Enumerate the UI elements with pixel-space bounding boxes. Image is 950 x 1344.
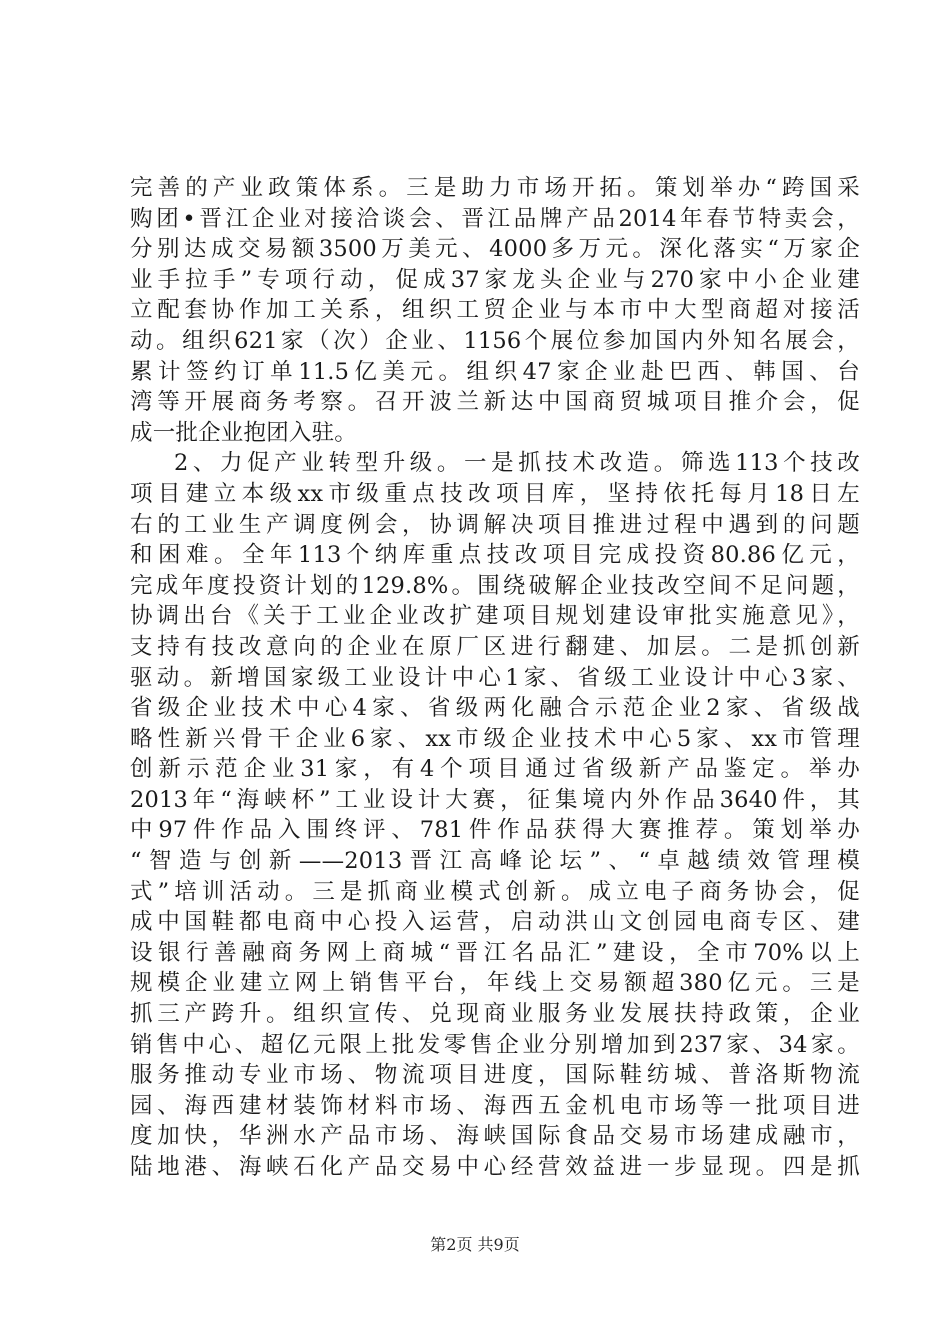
text-line: 右的工业生产调度例会，协调解决项目推进过程中遇到的问题 [130, 511, 860, 538]
text-line: 陆地港、海峡石化产品交易中心经营效益进一步显现。四是抓 [130, 1154, 860, 1180]
body-text [130, 173, 860, 1183]
text-line: 分别达成交易额3500万美元、4000多万元。深化落实“万家企 [130, 236, 860, 263]
text-line: 规模企业建立网上销售平台，年线上交易额超380亿元。三是 [130, 970, 860, 997]
paragraph-end-line: 成一批企业抱团入驻。 [130, 419, 358, 446]
text-line: 略性新兴骨干企业6家、xx市级企业技术中心5家、xx市管理 [130, 725, 860, 752]
text-line: 省级企业技术中心4家、省级两化融合示范企业2家、省级战 [130, 695, 860, 722]
text-line: 立配套协作加工关系，组织工贸企业与本市中大型商超对接活 [130, 297, 860, 324]
text-line: 协调出台《关于工业企业改扩建项目规划建设审批实施意见》， [130, 603, 860, 630]
text-line: 抓三产跨升。组织宣传、兑现商业服务业发展扶持政策，企业 [130, 1001, 860, 1028]
text-line: 累计签约订单11.5亿美元。组织47家企业赴巴西、韩国、台 [130, 358, 860, 385]
text-line: 创新示范企业31家，有4个项目通过省级新产品鉴定。举办 [130, 756, 860, 783]
text-line: 动。组织621家（次）企业、1156个展位参加国内外知名展会， [130, 327, 860, 354]
text-line: 业手拉手”专项行动，促成37家龙头企业与270家中小企业建 [130, 266, 860, 293]
text-line: 设银行善融商务网上商城“晋江名品汇”建设，全市70%以上 [130, 939, 860, 966]
text-line: 中97件作品入围终评、781件作品获得大赛推荐。策划举办 [130, 817, 860, 844]
page-number-footer: 第2页 共9页 [430, 1235, 520, 1254]
text-line: 服务推动专业市场、物流项目进度，国际鞋纺城、普洛斯物流 [130, 1062, 860, 1089]
text-line: 驱动。新增国家级工业设计中心1家、省级工业设计中心3家、 [130, 664, 860, 691]
paragraph-start-line: 2、力促产业转型升级。一是抓技术改造。筛选113个技改 [174, 450, 860, 477]
text-line: “智造与创新——2013晋江高峰论坛”、“卓越绩效管理模 [130, 848, 860, 875]
text-line: 式”培训活动。三是抓商业模式创新。成立电子商务协会，促 [130, 878, 860, 905]
text-line: 项目建立本级xx市级重点技改项目库，坚持依托每月18日左 [130, 480, 860, 507]
text-line: 完善的产业政策体系。三是助力市场开拓。策划举办“跨国采 [130, 175, 860, 201]
text-line: 销售中心、超亿元限上批发零售企业分别增加到237家、34家。 [130, 1031, 860, 1058]
text-line: 成中国鞋都电商中心投入运营，启动洪山文创园电商专区、建 [130, 909, 860, 936]
text-line: 支持有技改意向的企业在原厂区进行翻建、加层。二是抓创新 [130, 633, 860, 660]
text-line: 度加快，华洲水产品市场、海峡国际食品交易市场建成融市， [130, 1123, 860, 1150]
text-line: 购团•晋江企业对接洽谈会、晋江品牌产品2014年春节特卖会， [130, 205, 860, 232]
text-line: 湾等开展商务考察。召开波兰新达中国商贸城项目推介会，促 [130, 389, 860, 416]
text-line: 2013年“海峡杯”工业设计大赛，征集境内外作品3640件，其 [130, 786, 860, 813]
text-line: 园、海西建材装饰材料市场、海西五金机电市场等一批项目进 [130, 1092, 860, 1119]
text-line: 完成年度投资计划的129.8%。围绕破解企业技改空间不足问题， [130, 572, 860, 599]
text-line: 和困难。全年113个纳库重点技改项目完成投资80.86亿元， [130, 542, 860, 569]
